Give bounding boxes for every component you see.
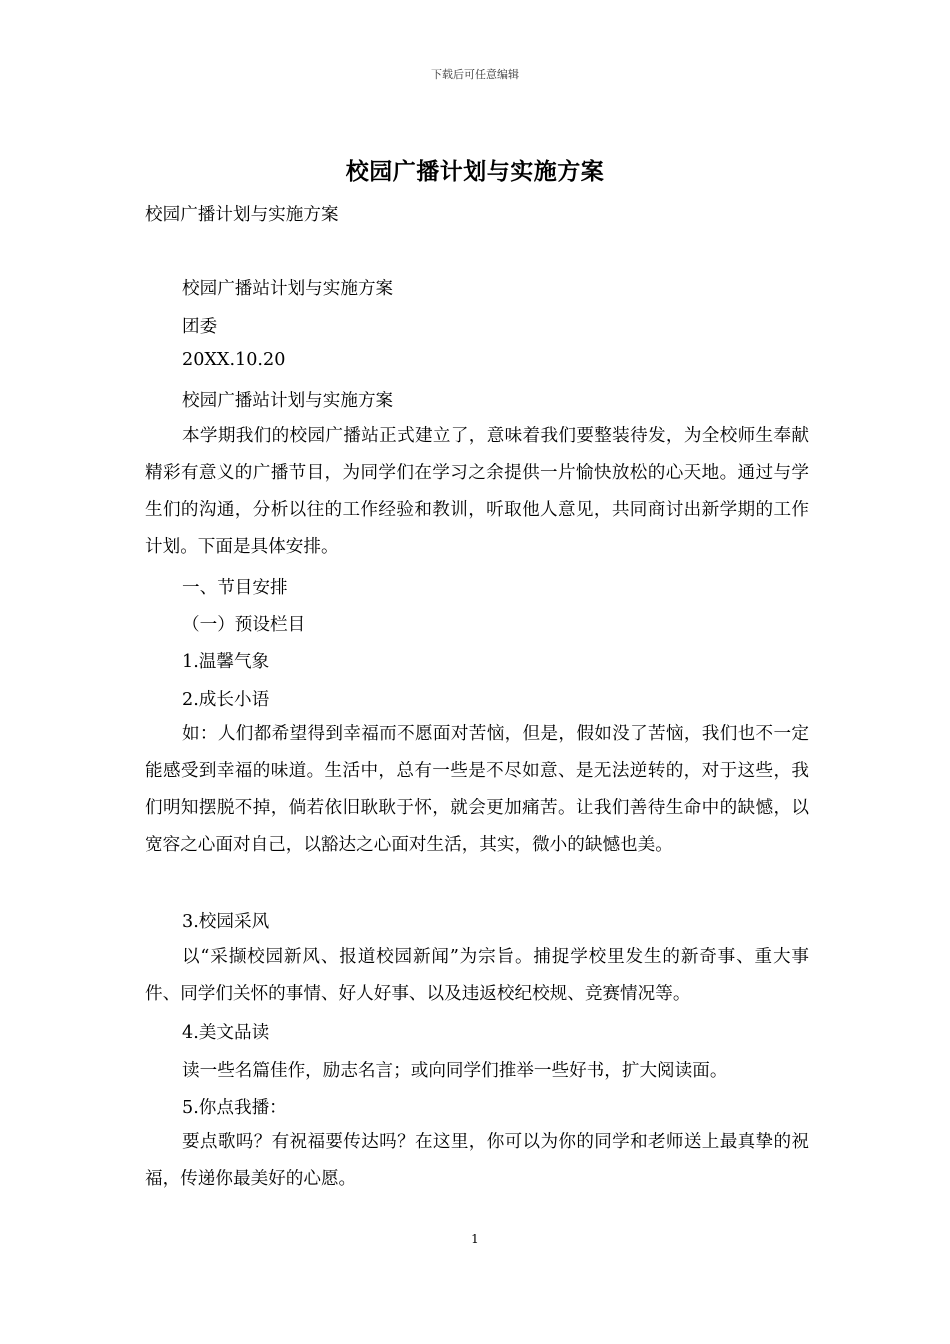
item-1-heading: 1.温馨气象: [182, 652, 270, 672]
item-2-heading: 2.成长小语: [182, 690, 270, 710]
plan-heading: 校园广播站计划与实施方案: [182, 279, 394, 299]
item-3-paragraph: 以“采撷校园新风、报道校园新闻”为宗旨。捕捉学校里发生的新奇事、重大事件、同学们关怀的事情、好人好事、以及违返校纪校规、竞赛情况等。: [145, 947, 809, 1004]
header-note: 下载后可任意编辑: [431, 68, 519, 81]
intro-paragraph: 本学期我们的校园广播站正式建立了，意味着我们要整装待发，为全校师生奉献精彩有意义的广播节目，为同学们在学习之余提供一片愉快放松的心天地。通过与学生们的沟通，分析以往的工作经验和教训，听取他人意见，共同商讨出新学期的工作计划。下面是具体安排。: [145, 426, 809, 557]
document-title: 校园广播计划与实施方案: [345, 158, 605, 185]
section-heading-1: 一、节目安排: [182, 578, 288, 598]
plan-heading-repeat: 校园广播站计划与实施方案: [182, 391, 394, 411]
item-5-heading: 5.你点我播：: [182, 1098, 287, 1118]
item-4-heading: 4.美文品读: [182, 1023, 270, 1043]
item-4-paragraph: 读一些名篇佳作，励志名言；或向同学们推举一些好书，扩大阅读面。: [182, 1061, 728, 1081]
subsection-heading: （一）预设栏目: [182, 615, 306, 635]
date-line: 20XX.10.20: [182, 350, 286, 370]
document-subtitle: 校园广播计划与实施方案: [145, 205, 339, 225]
page-number: 1: [471, 1232, 479, 1246]
item-2-paragraph: 如：人们都希望得到幸福而不愿面对苦恼，但是，假如没了苦恼，我们也不一定能感受到幸福的味道。生活中，总有一些是不尽如意、是无法逆转的，对于这些，我们明知摆脱不掉，倘若依旧耿耿于怀，就会更加痛苦。让我们善待生命中的缺憾，以宽容之心面对自己，以豁达之心面对生活，其实，微小的缺憾也美。: [145, 724, 809, 855]
department-line: 团委: [182, 317, 218, 337]
item-3-heading: 3.校园采风: [182, 912, 270, 932]
item-5-paragraph: 要点歌吗？有祝福要传达吗？在这里，你可以为你的同学和老师送上最真挚的祝福，传递你最美好的心愿。: [145, 1132, 809, 1189]
